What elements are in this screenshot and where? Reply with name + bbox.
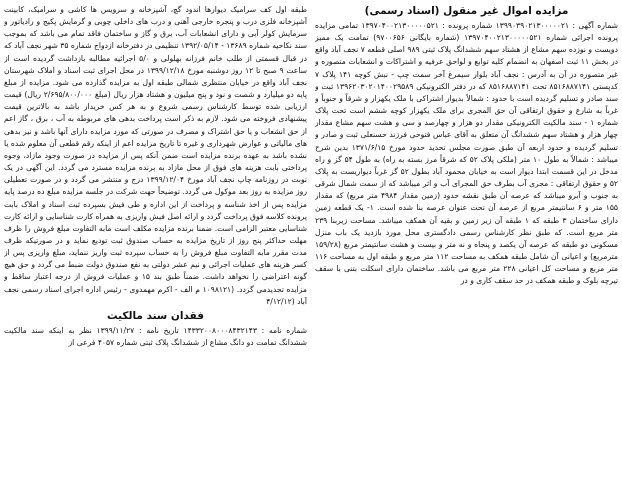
notice-body-left: طبقه اول کف سرامیک دیوارها اندود گچ، آشپزخانه و سرویس ها کاشی و سرامیک، کابینت آشپزخانه فلزی درب و پنجره خارجی آهنی و درب های داخلی چوبی و گرمایش پکیج و رادیاتور و سرمایش کولر آبی و دارای انشعابات آب، برق و گاز و ساختمان فاقد تمام می باشد که بموجب سند نکاحیه شماره ۱۳۶۸۹ - ۱۳۹۲/۰۵/۱۴ تنظیمی در دفترخانه ازدواج شماره ۳۵ شهر نجف آباد که در قبال قسمتی از طلب خانم فرزانه بهلولی و ۵/۰ اجرائیه مطالبه بازداشت گردیده است از ساعت ۹ صبح تا ۱۲ روز دوشنبه مورخ ۱۳۹۹/۱۲/۱۸ در محل اجرای ثبت اسناد و املاک شهرستان نجف آباد واقع در خیابان منتظری شمالی طبقه اول به مزایده گذارده می شود. مزایده از مبلغ پایه دو میلیارد و شصت و نود و پنج میلیون و هشتاد هزار ریال (مبلغ ۲/۶۹۵/۸۰۰/۰۰۰ ریال) قیمت ارزیابی شده توسط کارشناس رسمی شروع و به هر کس خریدار باشد به بالاترین قیمت پیشنهادی فروخته می شود. لازم به ذکر است پرداخت بدهی های مربوطه به آب ، برق ، گاز اعم از حق انشعاب و یا حق اشتراک و مصرف در صورتی که مورد مزایده دارای آنها باشد و نیز بدهی های مالیاتی و عوارض شهرداری و غیره تا تاریخ مزایده اعم از اینکه رقم قطعی آن معلوم شده یا نشده باشد به عهده برنده مزایده است ضمن آنکه پس از مزایده در صورت وجود مازاد، وجوه پرداختی بابت هزینه های فوق از محل مازاد به برنده مزایده مسترد می گردد. این آگهی در یک نوبت در روزنامه چاپ نجف آباد مورخ ۱۳۹۹/۱۲/۰۴ درج و منتشر می گردد و در صورت تعطیلی روز مزایده به روز بعد موکول می گردد. توضیحاً حهت شرکت در جلسه مزایده مبلغ ده درصد پایه مزایده پس از اخذ شناسه و پرداخت از این اداره و طی فیش بسپرده ثبت اسناد و املاک بابت پرونده کلاسه فوق پرداخت گردد و ارائه اصل فیش واریزی به همراه کارت شناسایی و ارائه کارت شناسایی معتبر الزامی است. ضمنا برنده مزایده مکلف است مابه التفاوت مبلغ فروش را ظرف مهلت حداکثر پنج روز از تاریخ مزایده به حساب صندوق ثبت تودیع نماید و در صورتیکه ظرف مدت مقرر مابه التفاوت مبلغ فروش را به حساب سپرده ثبت واریز ننماید، مبلغ واریزی پس از کسر هزینه های عملیات اجرائی و نیم عشر دولتی به نفع صندوق دولت ضبط می گردد و حق هیچ گونه اعتراضی را نخواهد داشت. ضمناً طبق بند ۱۵ و عملیات فروش از درجه اعتبار ساقط و مزایده تجدیدمی گردد. (۱۰۹۸۱۲۱ م الف - اکرم مهمدوی - رئیس اداره اجرای اسناد رسمی نجف آباد (۴/۱۲/۱۲ [4, 5, 307, 306]
notice-columns [4, 4, 618, 492]
notice-body-right: شماره آگهی : ۱۳۹۹۰۳۹۰۲۱۳۰۰۰۰۰۲۱ شماره پرونده : ۱۳۹۷۰۴۰۰۲۱۳۰۰۰۰۰۵۲۱ تمامی مزایده پرونده اجرائی شماره ۱۳۹۷۰۴۰۰۲۱۳۰۰۰۰۰۵۲۱ (شماره بایگانی ۹۷۰۰۶۵۶) تمامت یک ممیز دویست و نوزده سهم مشاع از هشتاد سهم ششدانگ پلاک ثبتی ۹۸۹ اصلی قطعه ۷ نجف آباد واقع در بخش ۱۱ ثبت اصفهان به انضمام کلیه توابع و لواحق عرفیه و اشتراکات و انشعابات متصوره و غیر متصوره در آن به آدرس : نجف آباد بلوار سیمرغ آخر سمت چپ - نبش کوچه ۱۴۱ پلاک ۷ کدپستی ۸۵۱۶۸۸۷۱۴۱ تحت ۸۵۱۶۸۸۷۱۴۱ که در دفتر الکترونیکی ۱۳۹۶۲۰۳۰۲۰۱۴۰۰۲۹۵۸۹ ثبت و سند صادر و تسلیم گردیده است با حدود : شمالاً بدیوار اشتراکی با ملک یکهزار و شرقاً و جنوباً و غرباً به شارع و حقوق ارتفاقی آن حق المجری برای ملک یکهزار کوچه ششم است تحت پلاک شماره ۱ - سند مالکیت الکترونیکی مقدار دو هزار و چهارصد و سی و هشت سهم مشاع مقدار چهار هزار و هشتاد سهم ششدانگ آن متعلق به آقای عباس فتوحی فرزند حسنعلی ثبت و صادر و تسلیم گردیده و حدود اربعه آن طبق صورت مجلس تحدید حدود مورخ ۱۳۷۱/۶/۱۵ بدین شرح میباشد : شمالاً به طول ۱۰ متر (ملکی پلاک ۵۲ که شرقاً مرز بسته به راه) به طول ۵۴ گز و راه مدخل در این قسمت ابتدا دیوار است به خیابان محمود آباد بطول ۵۲ گز غرباً دیواریست به پلاک ۵۲ و حقوق ارتفاقی : مجری آب بطرف حق المجرای آب و اثر میباشد که از سمت شمال شرقی به جنوب و آبرو میباشد که عرصه آن طبق نقشه حدود (زمین مقدار ۴۹۸۴ متر مربع) که مقدار ۱۵۵ متر و ۶ سانتیمتر مربع از عرصه آن تحت عنوان عرصه بنا شده است. ۱- یک قطعه زمین دارای ساختمان ۳ طبقه که ۱ طبقه آن زیر زمین و بقیه آن همکف میباشد. مساحت زیربنا ۲۳۹ متر مربع است. که طبق نظر کارشناس رسمی دادگستری محل مورد بازدید یک باب منزل مسکونی دو طبقه که عرصه آن یکصد و پنجاه و نه متر و بیست و هشت سانتیمتر مربع (۱۵۹/۲۸ مترمربع) و اعیانی آن شامل طبقه همکف به مساحت ۱۱۲ متر مربع و طبقه اول به مساحت ۱۱۶ متر مربع و مساحت کل اعیانی ۲۲۸ متر مربع می باشد. ساختمان دارای اسکلت بتنی با سقف تیرچه بلوک و طبقه همکف در حد سقف کاری و در [315, 21, 618, 286]
right-column [315, 4, 618, 492]
left-column [4, 4, 307, 492]
notice-title: مزایده اموال غیر منقول (اسناد رسمی) [364, 5, 569, 17]
lost-deed-body: شماره نامه : ۱۴۳۳۲۰۰۸۰۰۰۸۴۳۲۱۴۳ تاریخ نامه : ۱۳۹۹/۱۱/۲۷ نظر به اینکه سند مالکیت ششدانگ تمامت دو دانگ مشاع از ششدانگ پلاک ثبتی شماره ۴۰۵۷ فرعی از [4, 325, 307, 348]
lost-deed-title: فقدان سند مالکیت [107, 309, 204, 322]
